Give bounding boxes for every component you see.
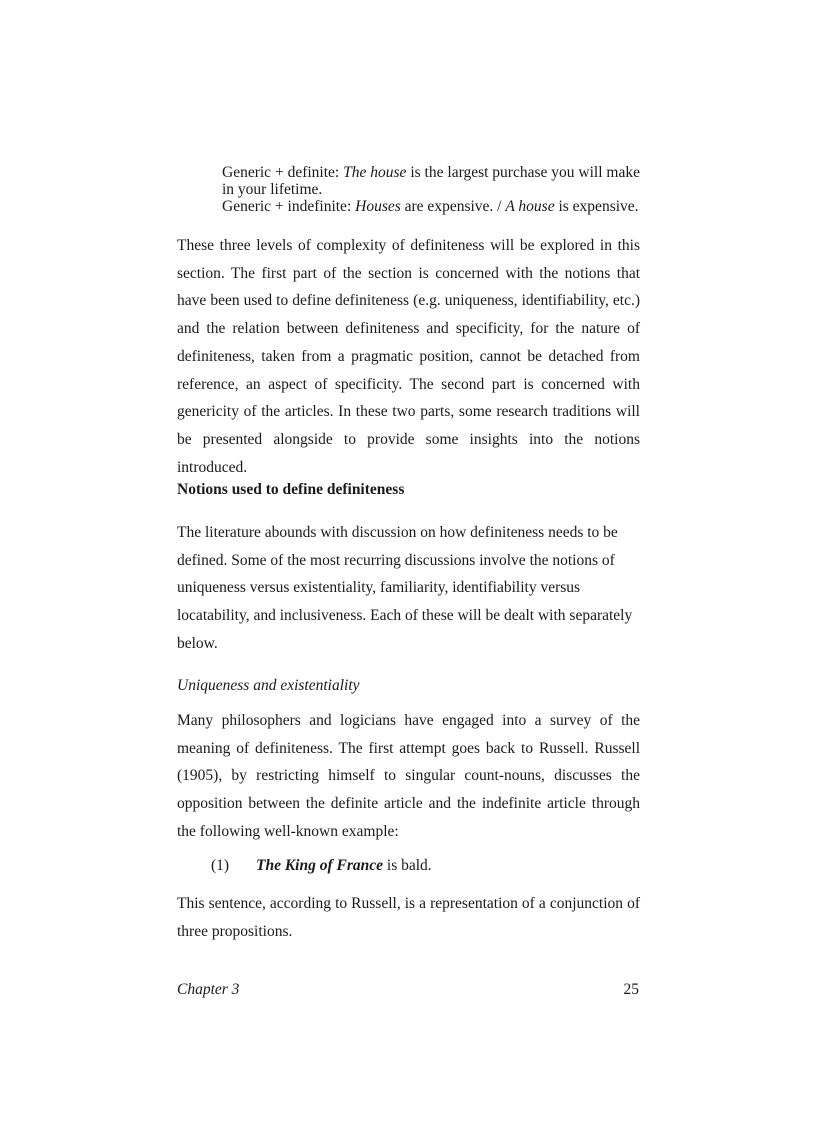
subsection-heading: Uniqueness and existentiality (177, 677, 360, 694)
italic-term: The house (343, 164, 407, 181)
example-emphasis: The King of France (256, 857, 384, 874)
numbered-example: (1) The King of France is bald. (211, 857, 432, 874)
italic-term: Houses (355, 198, 401, 215)
paragraph-russell: Many philosophers and logicians have engaged into a survey of the meaning of definiteness. The first attempt goes back to Russell. Russell (1905), by restricting himself to singular count-nouns, discusses the opposition between the definite article and the indefinite article through the following well-known example: (177, 712, 640, 840)
italic-term: A house (505, 198, 555, 215)
example-generic-indefinite: Generic + indefinite: Houses are expensive. / A house is expensive. (222, 198, 639, 215)
example-number: (1) (211, 857, 230, 874)
section-heading: Notions used to define definiteness (177, 481, 405, 498)
paragraph-conjunction: This sentence, according to Russell, is a representation of a conjunction of three propositions. (177, 895, 640, 940)
example-generic-definite: Generic + definite: The house is the largest purchase you will make in your lifetime. (222, 164, 640, 198)
footer-chapter: Chapter 3 (177, 981, 240, 998)
generic-examples (222, 164, 640, 215)
footer-page-number: 25 (623, 981, 639, 998)
paragraph-intro: These three levels of complexity of definiteness will be explored in this section. The first part of the section is concerned with the notions that have been used to define definiteness (e.g. uniqueness, identifiability, etc.) and the relation between definiteness and specificity, for the nature of definiteness, taken from a pragmatic position, cannot be detached from reference, an aspect of specificity. The second part is concerned with genericity of the articles. In these two parts, some research traditions will be presented alongside to provide some insights into the notions introduced. (177, 237, 640, 476)
paragraph-notions: The literature abounds with discussion on how definiteness needs to be defined. Some of the most recurring discussions involve the notions of uniqueness versus existentiality, familiarity, identifiability versus locatability, and inclusiveness. Each of these will be dealt with separately below. (177, 524, 633, 652)
